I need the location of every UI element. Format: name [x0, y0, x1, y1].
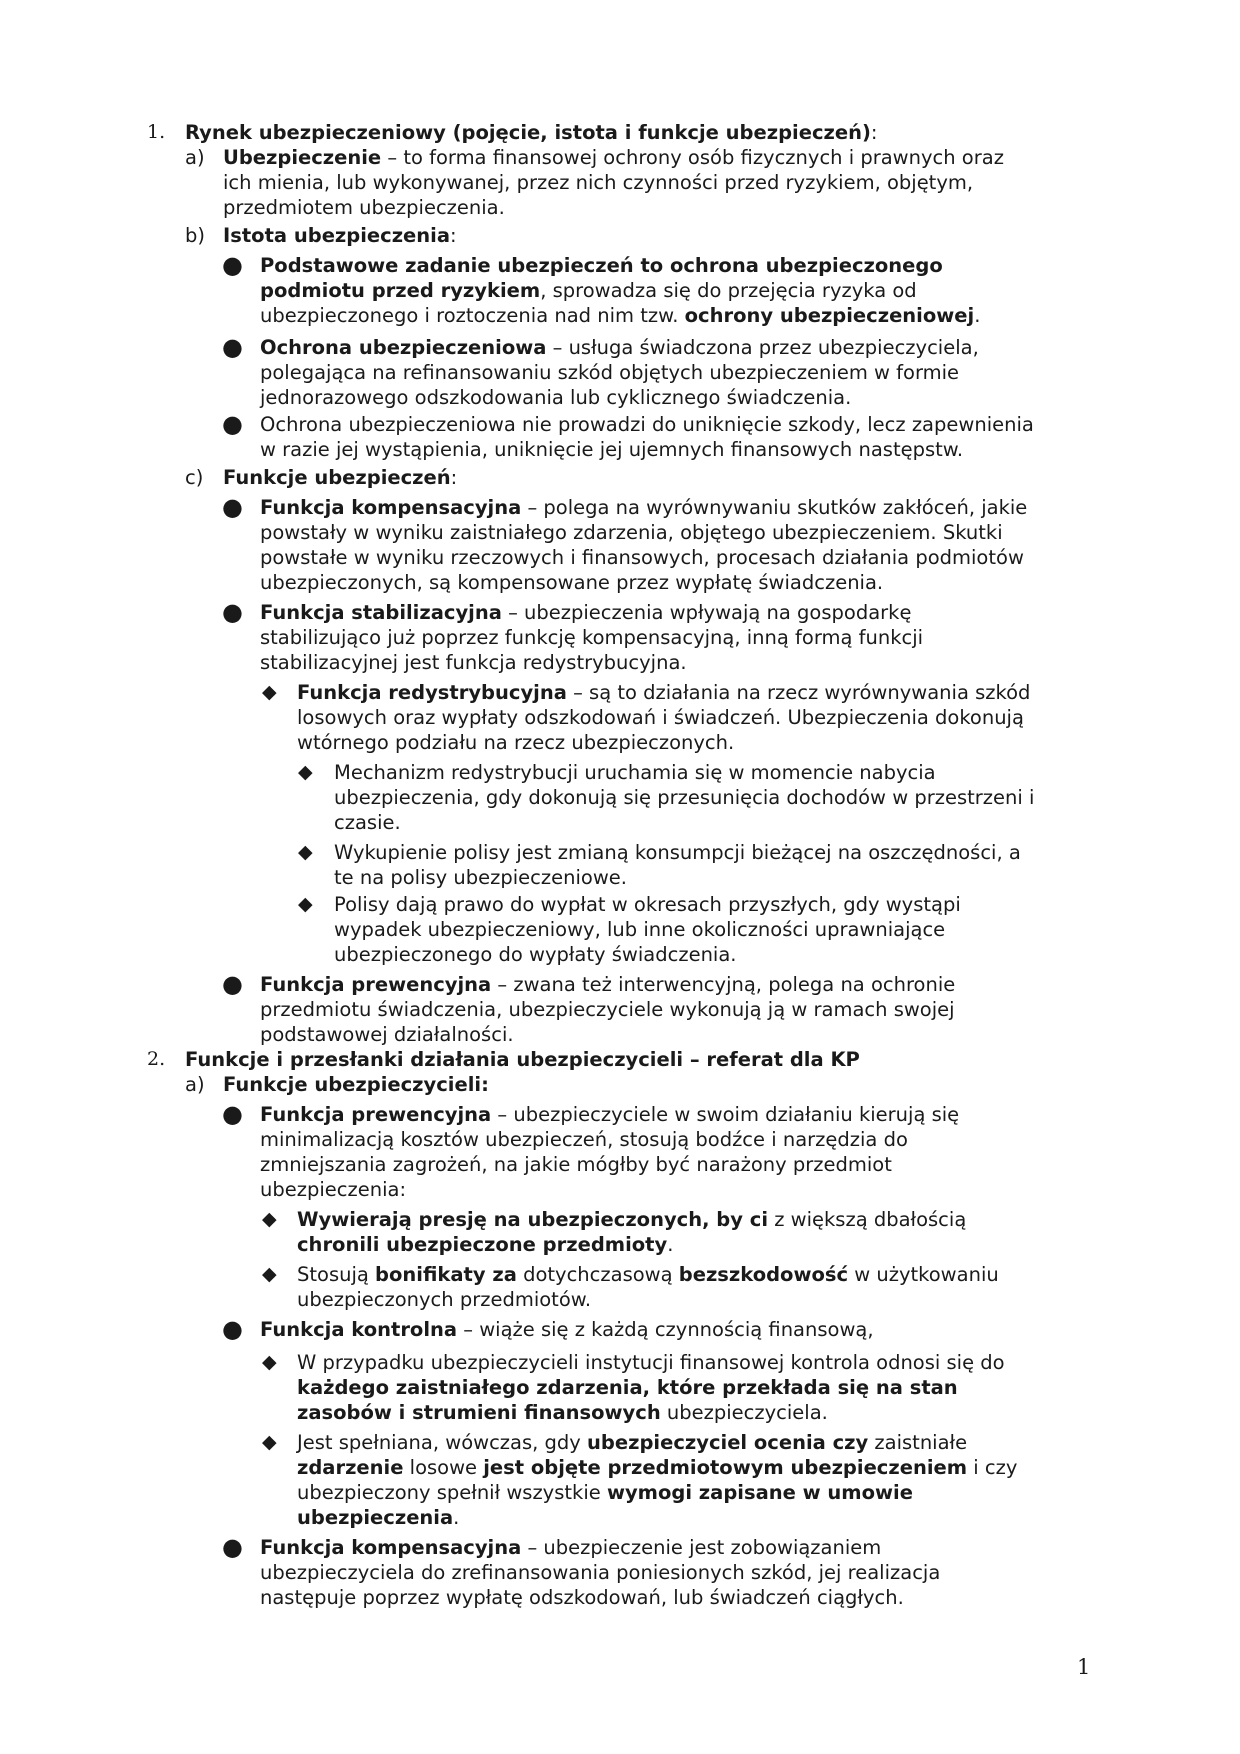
paragraph-line: ubezpieczonego i roztoczenia nad nim tzw. ochrony ubezpieczeniowej. [260, 304, 981, 327]
paragraph-line: podmiotu przed ryzykiem, sprowadza się do przejęcia ryzyka od [260, 279, 917, 302]
bullet-icon: ● [222, 410, 243, 438]
diamond-bullet-icon: ◆ [298, 893, 313, 915]
paragraph-line: ubezpieczonego do wypłaty świadczenia. [334, 943, 737, 966]
diamond-bullet-icon: ◆ [262, 1208, 277, 1230]
list-marker: a) [185, 146, 205, 169]
paragraph-line: przedmiotem ubezpieczenia. [223, 196, 505, 219]
diamond-bullet-icon: ◆ [298, 841, 313, 863]
paragraph-line: wtórnego podziału na rzecz ubezpieczonych. [297, 731, 735, 754]
paragraph-line: Ubezpieczenie – to forma finansowej ochrony osób fizycznych i prawnych oraz [223, 146, 1004, 169]
bullet-icon: ● [222, 1533, 243, 1561]
bullet-icon: ● [222, 970, 243, 998]
diamond-bullet-icon: ◆ [262, 1263, 277, 1285]
paragraph-line: Ochrona ubezpieczeniowa – usługa świadczona przez ubezpieczyciela, [260, 336, 979, 359]
paragraph-line: czasie. [334, 811, 401, 834]
paragraph-line: Jest spełniana, wówczas, gdy ubezpieczyciel ocenia czy zaistniałe [297, 1431, 968, 1454]
paragraph-line: w razie jej wystąpienia, uniknięcie jej ujemnych finansowych następstw. [260, 438, 964, 461]
list-marker: c) [185, 466, 204, 489]
paragraph-line: Polisy dają prawo do wypłat w okresach przyszłych, gdy wystąpi [334, 893, 961, 916]
section-heading: Rynek ubezpieczeniowy (pojęcie, istota i funkcje ubezpieczeń): [185, 121, 878, 144]
paragraph-line: przedmiotu świadczenia, ubezpieczyciele wykonują ją w ramach swojej [260, 998, 955, 1021]
paragraph-line: Podstawowe zadanie ubezpieczeń to ochrona ubezpieczonego [260, 254, 943, 277]
paragraph-line: ubezpieczenia. [297, 1506, 460, 1529]
paragraph-line: Wykupienie polisy jest zmianą konsumpcji bieżącej na oszczędności, a [334, 841, 1021, 864]
paragraph-line: zmniejszania zagrożeń, na jakie mógłby być narażony przedmiot [260, 1153, 892, 1176]
paragraph-line: ich mienia, lub wykonywanej, przez nich czynności przed ryzykiem, objętym, [223, 171, 974, 194]
bullet-icon: ● [222, 1315, 243, 1343]
paragraph-line: Wywierają presję na ubezpieczonych, by ci z większą dbałością [297, 1208, 967, 1231]
diamond-bullet-icon: ◆ [262, 681, 277, 703]
paragraph-line: minimalizacją kosztów ubezpieczeń, stosują bodźce i narzędzia do [260, 1128, 908, 1151]
bullet-icon: ● [222, 333, 243, 361]
paragraph-line: powstałe w wyniku rzeczowych i finansowych, procesach działania podmiotów [260, 546, 1024, 569]
paragraph-line: chronili ubezpieczone przedmioty. [297, 1233, 674, 1256]
paragraph-line: Ochrona ubezpieczeniowa nie prowadzi do uniknięcie szkody, lecz zapewnienia [260, 413, 1034, 436]
paragraph-line: następuje poprzez wypłatę odszkodowań, lub świadczeń ciągłych. [260, 1586, 904, 1609]
paragraph-line: Funkcja kompensacyjna – polega na wyrównywaniu skutków zakłóceń, jakie [260, 496, 1028, 519]
subheading: Istota ubezpieczenia: [223, 224, 457, 247]
list-marker: a) [185, 1073, 205, 1096]
paragraph-line: stabilizująco już poprzez funkcję kompensacyjną, inną formą funkcji [260, 626, 924, 649]
paragraph-line: powstały w wyniku zaistniałego zdarzenia, objętego ubezpieczeniem. Skutki [260, 521, 1003, 544]
paragraph-line: Stosują bonifikaty za dotychczasową bezszkodowość w użytkowaniu [297, 1263, 999, 1286]
section-heading: Funkcje i przesłanki działania ubezpieczycieli – referat dla KP [185, 1048, 860, 1071]
page-number: 1 [1077, 1655, 1091, 1679]
bullet-icon: ● [222, 598, 243, 626]
section-number: 2. [147, 1048, 166, 1070]
paragraph-line: zasobów i strumieni finansowych ubezpieczyciela. [297, 1401, 828, 1424]
paragraph-line: ubezpieczonych przedmiotów. [297, 1288, 592, 1311]
subheading: Funkcje ubezpieczeń: [223, 466, 458, 489]
paragraph-line: ubezpieczenia, gdy dokonują się przesunięcia dochodów w przestrzeni i [334, 786, 1035, 809]
bullet-icon: ● [222, 251, 243, 279]
bullet-icon: ● [222, 493, 243, 521]
paragraph-line: Funkcja kontrolna – wiąże się z każdą czynnością finansową, [260, 1318, 874, 1341]
diamond-bullet-icon: ◆ [262, 1351, 277, 1373]
paragraph-line: stabilizacyjnej jest funkcja redystrybucyjna. [260, 651, 687, 674]
paragraph-line: Mechanizm redystrybucji uruchamia się w momencie nabycia [334, 761, 936, 784]
paragraph-line: Funkcja prewencyjna – ubezpieczyciele w swoim działaniu kierują się [260, 1103, 960, 1126]
paragraph-line: wypadek ubezpieczeniowy, lub inne okoliczności uprawniające [334, 918, 946, 941]
paragraph-line: W przypadku ubezpieczycieli instytucji finansowej kontrola odnosi się do [297, 1351, 1005, 1374]
paragraph-line: polegająca na refinansowaniu szkód objętych ubezpieczeniem w formie [260, 361, 960, 384]
paragraph-line: ubezpieczenia: [260, 1178, 407, 1201]
paragraph-line: Funkcja kompensacyjna – ubezpieczenie jest zobowiązaniem [260, 1536, 882, 1559]
diamond-bullet-icon: ◆ [262, 1431, 277, 1453]
paragraph-line: jednorazowego odszkodowania lub cyklicznego świadczenia. [260, 386, 852, 409]
subheading: Funkcje ubezpieczycieli: [223, 1073, 489, 1096]
paragraph-line: zdarzenie losowe jest objęte przedmiotowym ubezpieczeniem i czy [297, 1456, 1018, 1479]
bullet-icon: ● [222, 1100, 243, 1128]
paragraph-line: Funkcja redystrybucyjna – są to działania na rzecz wyrównywania szkód [297, 681, 1031, 704]
paragraph-line: Funkcja prewencyjna – zwana też interwencyjną, polega na ochronie [260, 973, 956, 996]
paragraph-line: ubezpieczyciela do zrefinansowania poniesionych szkód, jej realizacja [260, 1561, 941, 1584]
diamond-bullet-icon: ◆ [298, 761, 313, 783]
paragraph-line: te na polisy ubezpieczeniowe. [334, 866, 627, 889]
paragraph-line: ubezpieczonych, są kompensowane przez wypłatę świadczenia. [260, 571, 884, 594]
paragraph-line: podstawowej działalności. [260, 1023, 514, 1046]
paragraph-line: każdego zaistniałego zdarzenia, które przekłada się na stan [297, 1376, 958, 1399]
list-marker: b) [185, 224, 205, 247]
paragraph-line: Funkcja stabilizacyjna – ubezpieczenia wpływają na gospodarkę [260, 601, 912, 624]
section-number: 1. [147, 121, 166, 143]
paragraph-line: ubezpieczony spełnił wszystkie wymogi zapisane w umowie [297, 1481, 913, 1504]
paragraph-line: losowych oraz wypłaty odszkodowań i świadczeń. Ubezpieczenia dokonują [297, 706, 1024, 729]
